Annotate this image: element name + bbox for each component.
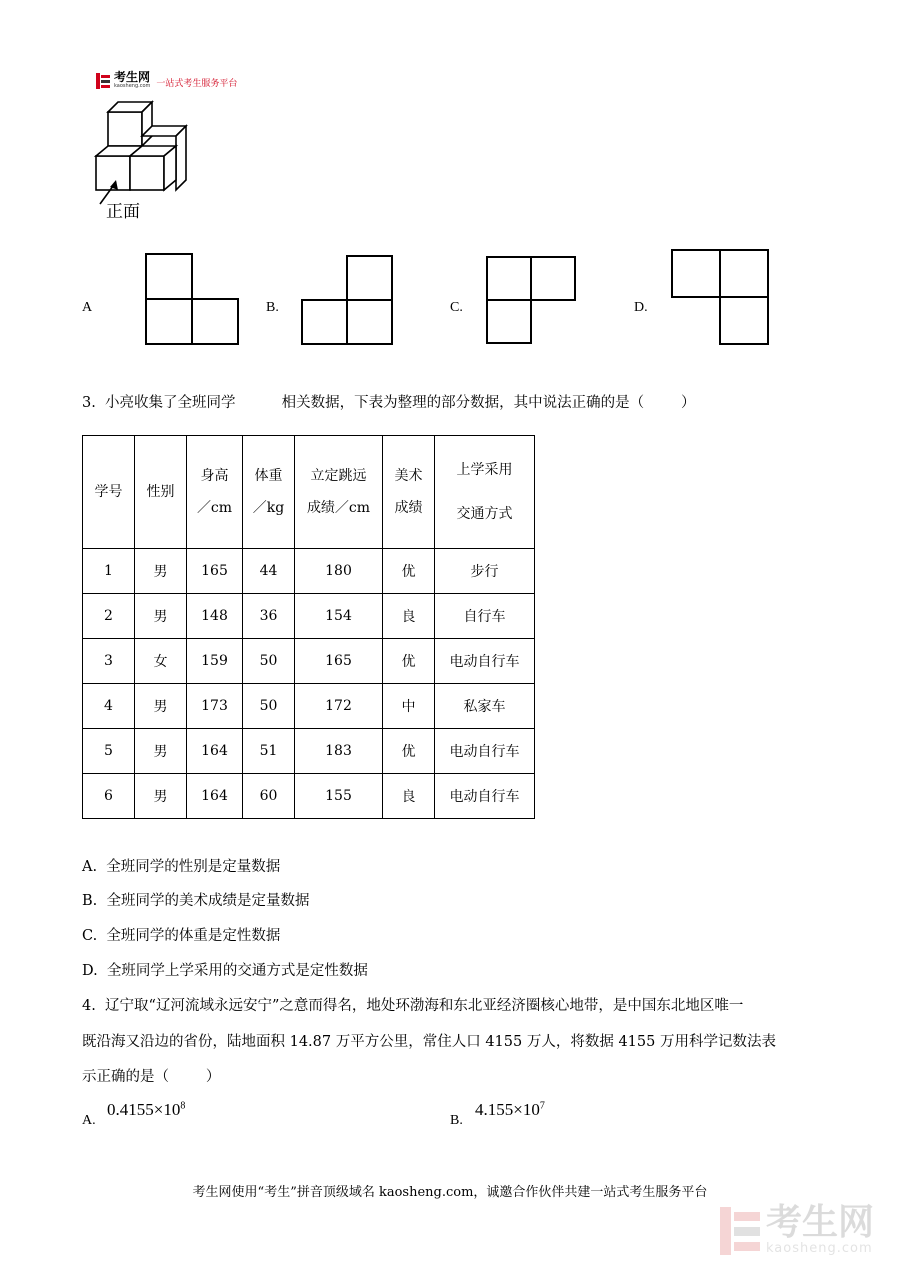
q2-option-d-label: D.: [634, 300, 648, 315]
q4-option-a-expression: [107, 1100, 185, 1120]
watermark-logo-icon: [720, 1207, 760, 1255]
cell: 男: [135, 594, 187, 639]
cell: 51: [243, 729, 295, 774]
cell: 男: [135, 549, 187, 594]
q3-option-a: A. 全班同学的性别是定量数据: [82, 859, 281, 875]
logo-icon: [96, 73, 110, 89]
q3-stem: 3. 小亮收集了全班同学 相关数据，下表为整理的部分数据，其中说法正确的是（ ）: [82, 395, 696, 411]
q3-option-b: B. 全班同学的美术成绩是定量数据: [82, 893, 310, 909]
cell: 36: [243, 594, 295, 639]
header-cell: [135, 436, 187, 549]
cell: 164: [187, 774, 243, 819]
cell: 自行车: [435, 594, 535, 639]
logo-name: 考生网: [114, 70, 151, 84]
data-table: [82, 435, 535, 819]
table-row: [83, 549, 535, 594]
cell: 步行: [435, 549, 535, 594]
watermark-domain: kaosheng.com: [765, 1241, 873, 1256]
cube-figure: [90, 100, 190, 220]
cell: 良: [383, 774, 435, 819]
logo-slogan: 一站式考生服务平台: [156, 79, 238, 89]
cell: 173: [187, 684, 243, 729]
cell: 男: [135, 729, 187, 774]
q4-option-b-expression: [475, 1100, 545, 1120]
cell: 优: [383, 729, 435, 774]
cell: 159: [187, 639, 243, 684]
q2-option-b-figure: [301, 255, 395, 347]
q4-line-3: 示正确的是（ ）: [82, 1069, 221, 1085]
cell: 165: [187, 549, 243, 594]
q4-option-a-mantissa: 0.4155×10: [107, 1100, 181, 1119]
cell: 5: [83, 729, 135, 774]
q4-line-1: 4. 辽宁取“辽河流域永远安宁”之意而得名，地处环渤海和东北亚经济圈核心地带，是中国东北地区唯一: [82, 998, 744, 1014]
logo-domain: kaosheng.com: [114, 83, 151, 89]
q3-option-d: D. 全班同学上学采用的交通方式是定性数据: [82, 963, 368, 979]
q3-option-c: C. 全班同学的体重是定性数据: [82, 928, 281, 944]
cell: 155: [295, 774, 383, 819]
table-row: [83, 774, 535, 819]
cell: 电动自行车: [435, 729, 535, 774]
q2-option-a-label: A: [82, 300, 93, 315]
q2-option-b-label: B.: [266, 300, 279, 315]
header-text: 学号: [94, 484, 123, 500]
cell: 中: [383, 684, 435, 729]
cell: 60: [243, 774, 295, 819]
cell: 50: [243, 684, 295, 729]
cell: 172: [295, 684, 383, 729]
table-row: [83, 639, 535, 684]
cell: 良: [383, 594, 435, 639]
table-row: [83, 684, 535, 729]
q4-option-b-label: B.: [450, 1113, 463, 1128]
cell: 164: [187, 729, 243, 774]
q4-option-a-exponent: 8: [180, 1100, 186, 1112]
cell: 154: [295, 594, 383, 639]
cell: 180: [295, 549, 383, 594]
cell: 电动自行车: [435, 639, 535, 684]
q4-line-2: 既沿海又沿边的省份，陆地面积 14.87 万平方公里，常住人口 4155 万人，将数据 4155 万用科学记数法表: [82, 1034, 776, 1050]
cell: 私家车: [435, 684, 535, 729]
header-cell: 立定跳远 成绩／cm: [295, 436, 383, 549]
header-cell: 体重 ／kg: [243, 436, 295, 549]
table-header-row: [83, 436, 535, 549]
table-row: [83, 594, 535, 639]
q2-option-c-label: C.: [450, 300, 463, 315]
cell: 6: [83, 774, 135, 819]
cell: 148: [187, 594, 243, 639]
q4-option-b-mantissa: 4.155×10: [475, 1100, 540, 1119]
cell: 优: [383, 549, 435, 594]
cell: 50: [243, 639, 295, 684]
header-cell: 上学采用 交通方式: [435, 436, 535, 549]
cell: 男: [135, 684, 187, 729]
header-cell: 美术 成绩: [383, 436, 435, 549]
q4-option-b-exponent: 7: [539, 1100, 545, 1112]
q2-option-c-figure: [486, 256, 580, 346]
page-footer: 考生网使用“考生”拼音顶级域名 kaosheng.com，诚邀合作伙伴共建一站式考生服务平台: [192, 1185, 708, 1200]
watermark: [720, 1202, 874, 1256]
header-cell: [83, 436, 135, 549]
cell: 男: [135, 774, 187, 819]
cell: 4: [83, 684, 135, 729]
header-text: 性别: [146, 484, 175, 500]
cell: 44: [243, 549, 295, 594]
cell: 1: [83, 549, 135, 594]
cell: 2: [83, 594, 135, 639]
cell: 3: [83, 639, 135, 684]
q2-option-d-figure: [671, 249, 771, 345]
q2-option-a-figure: [145, 253, 241, 345]
table-row: [83, 729, 535, 774]
header-cell: 身高 ／cm: [187, 436, 243, 549]
cell: 165: [295, 639, 383, 684]
q4-option-a-label: A.: [82, 1113, 96, 1128]
cell: 优: [383, 639, 435, 684]
watermark-name: 考生网: [765, 1202, 874, 1243]
cell: 女: [135, 639, 187, 684]
cell: 电动自行车: [435, 774, 535, 819]
site-logo: [96, 72, 237, 89]
front-label: 正面: [106, 202, 140, 222]
cell: 183: [295, 729, 383, 774]
